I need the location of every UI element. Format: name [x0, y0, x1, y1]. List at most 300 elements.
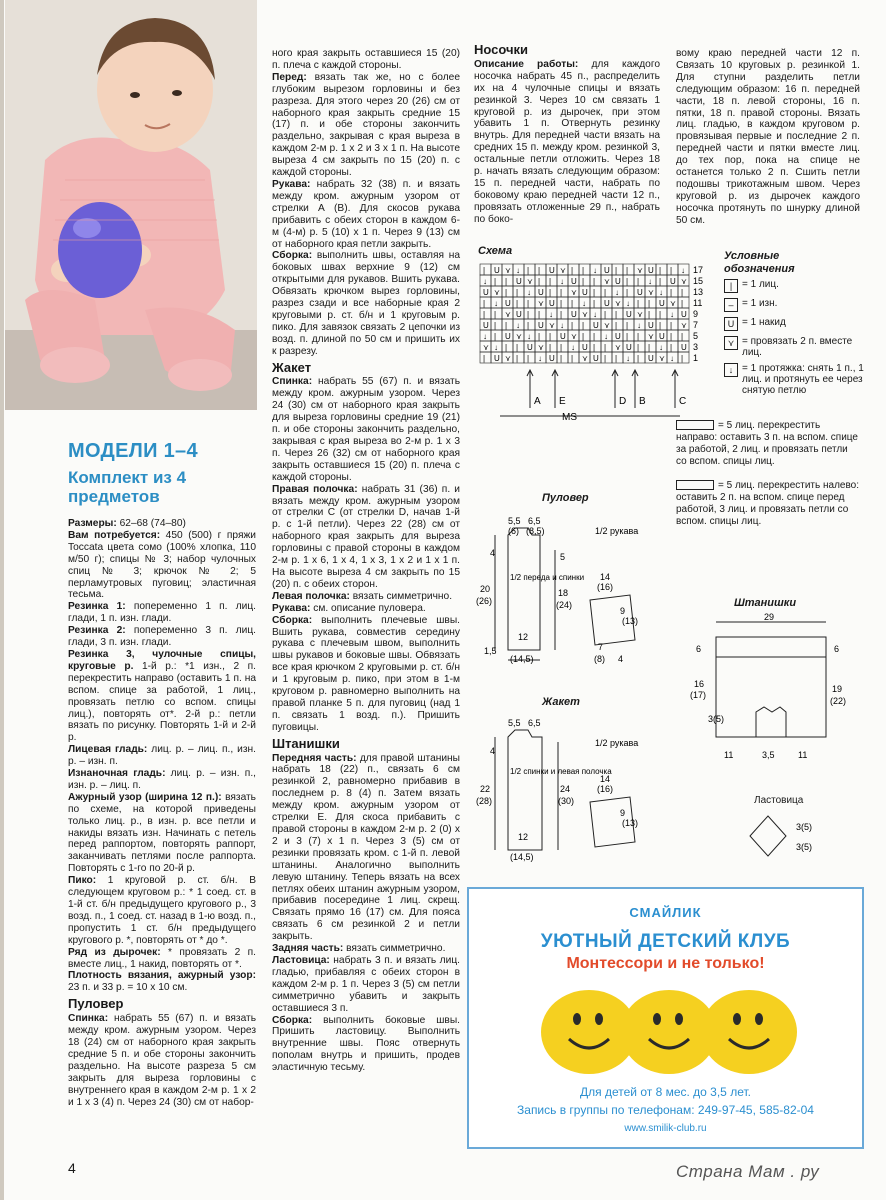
chart-cell	[656, 275, 667, 286]
para-bold: Передняя часть:	[272, 752, 357, 764]
chart-cell-symbol: ⋎	[538, 343, 544, 352]
chart-cell	[535, 275, 546, 286]
chart-cell	[502, 341, 513, 352]
chart-cell	[513, 297, 524, 308]
chart-cell	[612, 264, 623, 275]
para	[272, 250, 460, 357]
dim-label: 14	[600, 774, 611, 784]
gusset-title: Ластовица	[754, 795, 804, 806]
pullover-title: Пуловер	[542, 492, 589, 504]
chart-cell-symbol: |	[593, 299, 596, 308]
dim-label: (16)	[597, 582, 614, 592]
chart-cell-symbol: ⋎	[604, 321, 610, 330]
dim-label: (14,5)	[510, 852, 534, 862]
legend-list	[724, 279, 864, 396]
chart-cell-symbol: |	[604, 310, 607, 319]
pants-shape	[716, 637, 826, 737]
chart-cell-symbol: ↓	[648, 277, 652, 286]
para-text: выполнить боковые швы. Пришить ластовицу. Выполнить внутренние швы. Пояс отвернуть пополам внутрь и пришить, продев эластичную тесьму.	[272, 1014, 460, 1074]
chart-cell-symbol: |	[505, 288, 508, 297]
chart-cell-symbol: U	[637, 288, 643, 297]
chart-cell	[557, 308, 568, 319]
para-text: вязать по схеме, на которой приведены только лиц. р., в изн. р. все петли и накиды вязать изн. Начинать с петель перед раппортом, повторять раппорт, заканчивать петлями после раппорта. Повторять с 1-го по 20-й р.	[68, 791, 256, 875]
para-text: 450 (500) г пряжи Toccata цвета сомо (100% хлопка, 110 м/50 г); спицы № 3; набор чулочных спиц № 3; крючок № 2; 5 перламутровых пуговиц; эластичная тесьма.	[68, 529, 256, 601]
para-bold: Пико:	[68, 875, 97, 887]
rib3-para	[68, 649, 256, 744]
para-bold: Спинка:	[272, 376, 313, 388]
chart-cell-symbol: |	[593, 288, 596, 297]
chart-cell-symbol: ↓	[681, 266, 685, 275]
chart-cell-symbol: ↓	[483, 277, 487, 286]
chart-arrows	[527, 370, 686, 408]
legend-item-text: = 5 лиц. перекрестить направо: оставить 3 п. на вспом. спице за работой, 2 лиц. и провязать петли со вспом. спицы лиц.	[676, 420, 858, 467]
para-text: 23 п. и 33 р. = 10 х 10 см.	[68, 982, 188, 994]
chart-cell	[623, 275, 634, 286]
chart-cell-symbol: |	[516, 299, 519, 308]
chart-cell	[546, 286, 557, 297]
chart-cell	[480, 352, 491, 363]
chart-cell-symbol: |	[637, 299, 640, 308]
chart-arrow-label: C	[679, 396, 687, 407]
chart-cell	[667, 330, 678, 341]
dim-label: (13)	[622, 818, 639, 828]
chart-cell	[524, 319, 535, 330]
chart-cell-symbol: U	[549, 299, 555, 308]
chart-cell-symbol: |	[560, 354, 563, 363]
chart-arrow	[672, 370, 678, 408]
chart-cell-symbol: ↓	[560, 321, 564, 330]
chart-cell-symbol: |	[505, 343, 508, 352]
chart-cell-symbol: ↓	[571, 343, 575, 352]
para-bold: Левая полочка:	[272, 590, 350, 602]
model-subtitle: Комплект из 4 предметов	[68, 468, 187, 506]
piece-label: 1/2 рукава	[595, 526, 639, 536]
para-text: попеременно 3 п. лиц. глади, 3 п. изн. глади.	[68, 625, 256, 649]
chart-cell-symbol: U	[483, 288, 489, 297]
chart-cell-symbol: |	[527, 310, 530, 319]
chart-cell-symbol: |	[604, 343, 607, 352]
chart-cell-symbol: |	[538, 266, 541, 275]
chart-cell-symbol: |	[549, 277, 552, 286]
legend-item-text: = 1 изн.	[742, 298, 778, 309]
chart-cell-symbol: U	[571, 277, 577, 286]
chart-cell-symbol: |	[615, 354, 618, 363]
chart-cell-symbol: ↓	[615, 288, 619, 297]
dim-label: 29	[764, 612, 775, 622]
chart-cell-symbol: ⋎	[604, 277, 610, 286]
chart-cell-symbol: |	[549, 332, 552, 341]
chart-cell-symbol: ↓	[593, 266, 597, 275]
chart-row-label: 7	[693, 320, 699, 330]
chart-cell-symbol: |	[538, 277, 541, 286]
chart-cell-symbol: ⋎	[505, 266, 511, 275]
para-bold: Изнаночная гладь:	[68, 768, 166, 780]
para	[272, 603, 460, 615]
chart-cell-symbol: ⋎	[615, 299, 621, 308]
dim-label: (26)	[476, 596, 493, 606]
chart-row-label: 11	[693, 298, 703, 308]
dim-label: 19	[832, 684, 843, 694]
chart-cell-symbol: |	[670, 266, 673, 275]
reverse-para	[68, 768, 256, 792]
chart-cell-symbol: ⋎	[549, 321, 555, 330]
dim-label: 6,5	[528, 718, 541, 728]
chart-cell	[568, 297, 579, 308]
legend-item-text: = 1 накид	[742, 317, 786, 328]
para-bold: Задняя часть:	[272, 943, 344, 955]
chart-cell-symbol: |	[527, 354, 530, 363]
chart-cell	[579, 330, 590, 341]
chart-cell-symbol: |	[626, 288, 629, 297]
chart-cell	[513, 352, 524, 363]
dim-label: 11	[724, 750, 734, 760]
chart-cell-symbol: ⋎	[615, 343, 621, 352]
jacket-title: Жакет	[542, 696, 580, 708]
chart-cell	[480, 308, 491, 319]
size-para	[68, 518, 256, 530]
chart-cell-symbol: U	[681, 310, 687, 319]
chart-cell	[601, 352, 612, 363]
chart-cell-symbol: U	[582, 288, 588, 297]
chart-cell-symbol: ⋎	[659, 354, 665, 363]
ad-title: УЮТНЫЙ ДЕТСКИЙ КЛУБ	[540, 931, 791, 952]
chart-cell-symbol: |	[659, 266, 662, 275]
chart-cell	[645, 297, 656, 308]
chart-cell	[634, 297, 645, 308]
chart-cell-symbol: U	[615, 332, 621, 341]
chart-cell	[678, 297, 689, 308]
chart-cell-symbol: |	[637, 277, 640, 286]
chart-cell	[535, 308, 546, 319]
dim-label: 18	[558, 588, 569, 598]
chart-arrow-label: D	[619, 396, 627, 407]
chart-cell	[546, 330, 557, 341]
smiley-ball	[701, 990, 797, 1074]
chart-cell-symbol: |	[593, 277, 596, 286]
chart-cell-symbol: |	[505, 277, 508, 286]
chart-cell	[579, 319, 590, 330]
chart-cell-symbol: |	[494, 277, 497, 286]
dim-label: 12	[518, 632, 529, 642]
chart-cell-symbol: |	[527, 321, 530, 330]
chart-cell-symbol: |	[670, 321, 673, 330]
legend-item	[724, 298, 864, 312]
chart-cell-symbol: |	[615, 266, 618, 275]
chart-cell-symbol: U	[483, 321, 489, 330]
chart-cell-symbol: U	[670, 277, 676, 286]
chart-cell-symbol: |	[648, 310, 651, 319]
stockinette-para	[68, 744, 256, 768]
para	[272, 615, 460, 734]
chart-cell-symbol: ⋎	[582, 310, 588, 319]
chart-cell	[656, 308, 667, 319]
chart-cell	[579, 264, 590, 275]
dim-label: 6	[834, 644, 840, 654]
chart-cell	[667, 264, 678, 275]
dim-label: 16	[694, 679, 705, 689]
chart-cell-symbol: ↓	[626, 354, 630, 363]
para-bold: Резинка 1:	[68, 601, 126, 613]
chart-cell-symbol: ↓	[582, 299, 586, 308]
chart-cell-symbol: ⋎	[505, 310, 511, 319]
chart-cell	[480, 297, 491, 308]
chart-cell-symbol: U	[626, 343, 632, 352]
chart-cell	[601, 341, 612, 352]
chart-cell-symbol: |	[483, 299, 486, 308]
ad-brand: СМАЙЛИК	[629, 905, 702, 920]
cable-right-legend	[676, 420, 860, 468]
chart-cell	[667, 286, 678, 297]
dim-label: (22)	[830, 696, 847, 706]
chart-cell-symbol: ↓	[527, 288, 531, 297]
para	[272, 48, 460, 72]
piece-label-text: 1/2 спинки и левая полочка	[510, 767, 612, 776]
legend-item	[724, 336, 864, 358]
smilik-advertisement	[467, 887, 864, 1149]
chart-cell-symbol: U	[538, 321, 544, 330]
para	[272, 376, 460, 483]
column-a	[68, 518, 256, 1108]
chart-cell-symbol: ↓	[516, 266, 520, 275]
chart-cell-symbol: |	[670, 343, 673, 352]
chart-cell	[524, 264, 535, 275]
chart-cell	[546, 341, 557, 352]
chart-cell-symbol: ↓	[538, 354, 542, 363]
dim-label: (6)	[508, 526, 519, 536]
para-bold: Сборка:	[272, 250, 313, 262]
chart-cell	[590, 275, 601, 286]
chart-cell-symbol: ⋎	[505, 354, 511, 363]
watermark: Страна Мам . ру	[676, 1162, 820, 1181]
chart-cell-symbol: ⋎	[648, 288, 654, 297]
legend-item	[724, 317, 864, 331]
para-text: набрать 3 п. и вязать лиц. гладью, прибавляя с обеих сторон в каждом 2-м р. 1 п. Через 3 (5) см петли симметрично убавить и закрыть оставшиеся 3 п.	[272, 954, 460, 1014]
chart-cell-symbol: |	[538, 332, 541, 341]
chart-cell-symbol: |	[571, 321, 574, 330]
chart-cell	[612, 308, 623, 319]
chart-cell-symbol: ↓	[604, 332, 608, 341]
k2tog-icon: ⋎	[724, 336, 738, 350]
legend-item-text: = провязать 2 п. вместе лиц.	[742, 336, 853, 358]
chart-cell-symbol: |	[582, 321, 585, 330]
chart-cell-symbol: |	[527, 299, 530, 308]
chart-cell	[623, 330, 634, 341]
chart-cell-symbol: U	[593, 354, 599, 363]
chart-cell	[557, 352, 568, 363]
chart-cell-symbol: |	[626, 321, 629, 330]
chart-cell-symbol: ↓	[549, 310, 553, 319]
chart-cell-symbol: U	[681, 343, 687, 352]
chart-title: Схема	[478, 245, 513, 257]
para-bold: Лицевая гладь:	[68, 744, 148, 756]
chart-cell	[579, 275, 590, 286]
chart-cell-symbol: ↓	[670, 310, 674, 319]
legend-title: Условные обозначения	[724, 250, 795, 275]
para-bold: Ластовица:	[272, 954, 330, 966]
chart-cell	[601, 308, 612, 319]
column-c	[474, 44, 660, 226]
gusset-schematic	[740, 806, 860, 866]
para-bold: Рукава:	[272, 602, 311, 614]
chart-cell-symbol: U	[582, 343, 588, 352]
chart-cell-symbol: |	[593, 332, 596, 341]
jacket-schematic	[470, 712, 670, 872]
chart-cell	[557, 286, 568, 297]
para	[272, 943, 460, 955]
chart-cell-symbol: ⋎	[670, 299, 676, 308]
ms-label: MS	[562, 412, 577, 423]
pullover-back-para	[68, 1013, 256, 1108]
para-text: ного края закрыть оставшиеся 15 (20) п. плеча с каждой стороны.	[272, 48, 460, 71]
column-b	[272, 48, 460, 1074]
para-bold: Ряд из дырочек:	[68, 946, 161, 958]
chart-cell-symbol: |	[560, 299, 563, 308]
chart-cell-symbol: |	[549, 288, 552, 297]
chart-cell-symbol: U	[571, 310, 577, 319]
chart-cell-symbol: |	[538, 310, 541, 319]
chart-row-label: 3	[693, 342, 699, 352]
chart-cell-symbol: ⋎	[494, 288, 500, 297]
chart-cell-symbol: |	[626, 277, 629, 286]
chart-cell	[557, 341, 568, 352]
section-pullover: Пуловер	[68, 996, 124, 1012]
chart-cell-symbol: ↓	[560, 277, 564, 286]
chart-cell	[502, 286, 513, 297]
knit-symbol-icon: |	[724, 279, 738, 293]
chart-cell	[634, 275, 645, 286]
chart-cell	[568, 352, 579, 363]
chart-cell-symbol: U	[505, 299, 511, 308]
chart-cell	[568, 264, 579, 275]
ad-subtitle: Монтессори и не только!	[566, 955, 765, 972]
chart-cell	[667, 319, 678, 330]
dim-label: 11	[798, 750, 808, 760]
chart-cell	[502, 275, 513, 286]
dim-label: (16)	[597, 784, 614, 794]
para	[272, 72, 460, 179]
dim-label: 5	[560, 552, 566, 562]
chart-cell-symbol: ↓	[527, 332, 531, 341]
para	[272, 484, 460, 591]
ad-url[interactable]: www.smilik-club.ru	[624, 1123, 707, 1134]
chart-cell	[513, 286, 524, 297]
pants-title: Штанишки	[734, 597, 797, 609]
dim-label: (24)	[556, 600, 573, 610]
chart-cell-symbol: |	[494, 332, 497, 341]
chart-cell	[601, 286, 612, 297]
chart-arrow	[527, 370, 533, 408]
chart-row-label: 1	[693, 353, 699, 363]
ssk-icon: ↓	[724, 363, 738, 377]
para-bold: Резинка 2:	[68, 625, 126, 637]
column-d	[676, 48, 860, 227]
para	[272, 179, 460, 250]
chart-cell	[590, 330, 601, 341]
para-text: вязать так же, но с более глубоким вырезом горловины и без разреза. Для этого через 20 (26) см от наборного края закрыть средние 15 (17) п. и обе стороны закончить раздельно, закрывая с края выреза в каждом 2-м р. 1 х 2 и 3 х 1 п. На высоте выреза 4 см закрыть по 15 (20) п. с каждой стороны.	[272, 71, 460, 179]
para-text: набрать 31 (36) п. и вязать между кром. ажурным узором от стрелки С (от стрелки D, начав 1-й р. с 1-й петли). Через 22 (28) см от наборного края закрыть для выреза горловины с правой стороны в каждом 2-м р. 1 х 6, 1 х 4, 1 х 3, 1 х 2 и 1 х 1 п. На высоте выреза 4 см закрыть по 15 (20) п. с обеих сторон.	[272, 483, 460, 590]
para-bold: Сборка:	[272, 614, 313, 626]
chart-cell	[491, 330, 502, 341]
chart-arrow-label: A	[534, 396, 541, 407]
dim-label: 3(5)	[796, 842, 813, 852]
dim-label: 20	[480, 584, 491, 594]
chart-cell-symbol: ⋎	[538, 299, 544, 308]
chart-cell-symbol: U	[494, 266, 500, 275]
chart-arrow-label: B	[639, 396, 646, 407]
chart-cell-symbol: U	[516, 277, 522, 286]
dim-label: 4	[490, 548, 496, 558]
chart-cell	[491, 319, 502, 330]
chart-cell	[634, 341, 645, 352]
chart-cell-symbol: ⋎	[681, 321, 687, 330]
chart-cell	[590, 341, 601, 352]
chart-cell-symbol: |	[637, 354, 640, 363]
chart-cell	[612, 352, 623, 363]
chart-cell	[491, 308, 502, 319]
chart-cell-symbol: ⋎	[571, 332, 577, 341]
dim-label: 22	[480, 784, 491, 794]
cable-right-icon	[676, 420, 714, 430]
purl-symbol-icon: –	[724, 298, 738, 312]
chart-cell-symbol: U	[549, 266, 555, 275]
piece-label	[510, 573, 584, 582]
chart-cell-symbol: ⋎	[637, 310, 643, 319]
chart-cell	[535, 330, 546, 341]
para-text: 1-й р.: *1 изн., 2 п. перекрестить направо (оставить 1 п. на вспом. спице за работой, 1 лиц., провязать петлю со вспом. спицы лиц.), повторять от*. 2-й р.: петли вязать по рисунку. Повторять 1-й и 2-й р.	[68, 660, 256, 744]
chart-cell-symbol: |	[571, 354, 574, 363]
chart-cell-symbol: ↓	[670, 354, 674, 363]
para	[676, 48, 860, 227]
chart-cell-symbol: |	[582, 332, 585, 341]
section-socks: Носочки	[474, 42, 529, 57]
dim-label: 5,5	[508, 516, 521, 526]
chart-cell-symbol: |	[681, 332, 684, 341]
chart-cell-symbol: |	[681, 299, 684, 308]
chart-cell-symbol: ⋎	[516, 332, 522, 341]
chart-cell-symbol: U	[648, 354, 654, 363]
dim-label: 6	[696, 644, 702, 654]
dim-label: 5,5	[508, 718, 521, 728]
chart-cell-symbol: ↓	[494, 343, 498, 352]
dim-label: (8,5)	[526, 526, 545, 536]
chart-cell-symbol: |	[648, 299, 651, 308]
chart-cell-symbol: U	[604, 299, 610, 308]
chart-cell-symbol: ⋎	[637, 266, 643, 275]
para-text: для каждого носочка набрать 45 п., распределить их на 4 чулочные спицы и вязать резинкой 3. Через 10 см связать 1 круговой р. из дырочек, при этом убавить 1 п. Отвернуть резинку внутрь. Для передней части вязать на средних 15 п. между кром. резинкой 3, остальные петли отложить. Через 18 р. начать вязать следующим образом: 15 п. передней части, набрать по боковому краю передней части 12 п., провязать отложенные 29 п., набрать по боко-	[474, 58, 660, 225]
chart-cell	[667, 341, 678, 352]
chart-row-label: 5	[693, 331, 699, 341]
chart-cell-symbol: |	[516, 288, 519, 297]
chart-cell	[678, 286, 689, 297]
para-bold: Сборка:	[272, 1014, 313, 1026]
chart-cell-symbol: |	[582, 277, 585, 286]
piece-label	[510, 767, 612, 776]
crotch-shape	[756, 707, 786, 737]
chart-cell	[535, 264, 546, 275]
chart-cell-symbol: U	[538, 288, 544, 297]
dim-label: 3(5)	[708, 714, 725, 724]
chart-cell	[678, 330, 689, 341]
chart-cell	[634, 352, 645, 363]
para-text: см. описание пуловера.	[310, 602, 426, 614]
dim-label: (14,5)	[510, 654, 534, 664]
chart-arrow-label: E	[559, 396, 566, 407]
chart-row-label: 17	[693, 265, 704, 275]
chart-row-label: 13	[693, 287, 704, 297]
chart-cell-symbol: U	[593, 321, 599, 330]
chart-cell-symbol: |	[626, 332, 629, 341]
dim-label: (17)	[690, 690, 707, 700]
